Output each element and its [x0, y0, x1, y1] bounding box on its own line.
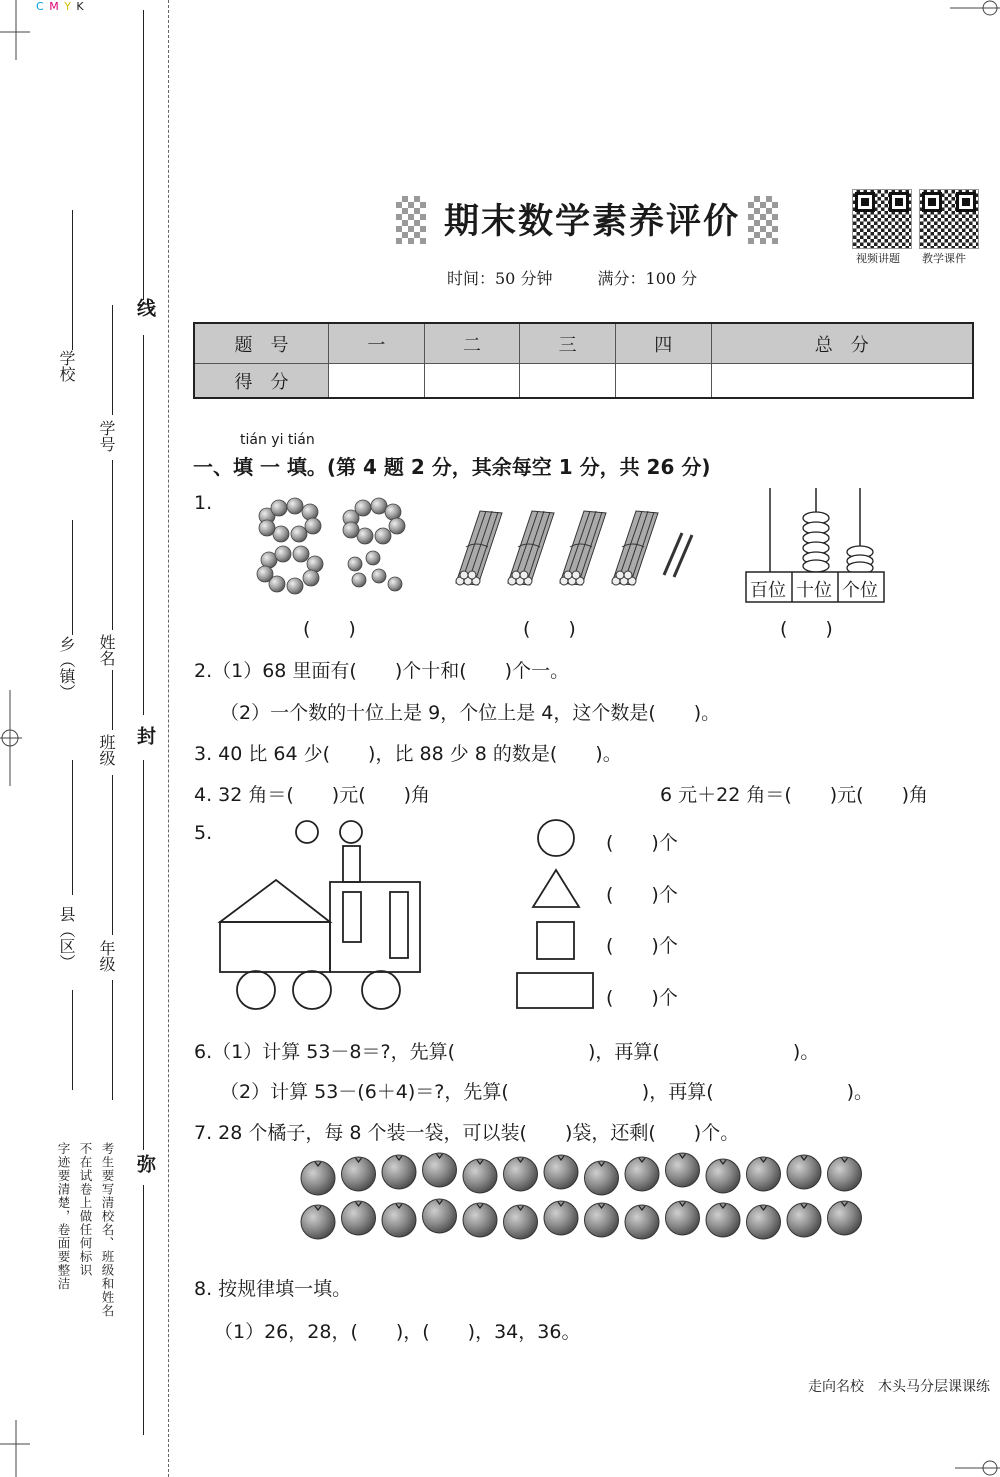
cmyk-m: M — [49, 0, 60, 13]
student-no-line — [112, 305, 113, 415]
orange-fruit — [382, 1155, 416, 1189]
grade-label: 年级 — [97, 940, 116, 972]
orange-fruit — [787, 1155, 821, 1189]
county-line — [72, 760, 73, 895]
q1-blank-abacus[interactable]: ( ) — [780, 618, 833, 640]
orange-fruit — [423, 1199, 457, 1233]
footer-brand: 走向名校 木头马分层课课练 — [808, 1379, 990, 1395]
township-label: 乡（镇） — [57, 636, 76, 700]
title-checker-right — [748, 196, 778, 244]
orange-fruit — [585, 1203, 619, 1237]
orange-fruit — [301, 1205, 335, 1239]
orange-fruit — [828, 1201, 862, 1235]
q5-blank-triangle[interactable]: ( )个 — [606, 884, 678, 906]
orange-fruit — [423, 1153, 457, 1187]
orange-fruit — [666, 1153, 700, 1187]
q1-number: 1. — [194, 492, 213, 514]
q8-part1: （1）26，28，( )，( )，34，36。 — [214, 1321, 581, 1343]
orange-fruit — [504, 1205, 538, 1239]
school-label: 学校 — [57, 350, 76, 382]
orange-fruit — [747, 1205, 781, 1239]
score-table — [193, 322, 974, 399]
q2-part1: 2.（1）68 里面有( )个十和( )个一。 — [194, 660, 570, 682]
exam-time: 时间：50 分钟 — [447, 269, 553, 288]
binding-line-2 — [143, 335, 144, 715]
q8-title: 8. 按规律填一填。 — [194, 1278, 352, 1300]
orange-fruit — [706, 1159, 740, 1193]
q5-blank-circle[interactable]: ( )个 — [606, 832, 678, 854]
title-checker-left — [396, 196, 426, 244]
orange-fruit — [747, 1157, 781, 1191]
q2-part2: （2）一个数的十位上是 9，个位上是 4，这个数是( )。 — [220, 702, 721, 724]
seal-char: 封 — [134, 726, 156, 745]
line-char: 线 — [134, 298, 156, 317]
student-no-label: 学号 — [97, 420, 116, 452]
grade-line-2 — [112, 980, 113, 1100]
score-table-header-row — [194, 323, 973, 364]
class-label: 班级 — [97, 734, 116, 766]
q7: 7. 28 个橘子，每 8 个装一袋，可以装( )袋，还剩( )个。 — [194, 1122, 740, 1144]
cmyk-c: C — [36, 0, 45, 13]
q1-blank-beads[interactable]: ( ) — [303, 618, 356, 640]
score-table-cell: 总 分 — [711, 323, 973, 364]
stick-bundles-illustration — [452, 505, 722, 595]
binding-line-4 — [143, 1185, 144, 1435]
qr-code-video-icon[interactable] — [852, 189, 912, 249]
score-table-cell: 三 — [520, 323, 616, 364]
orange-fruit — [463, 1203, 497, 1237]
q5-blank-rectangle[interactable]: ( )个 — [606, 987, 678, 1009]
township-line — [72, 520, 73, 635]
q1-blank-sticks[interactable]: ( ) — [523, 618, 576, 640]
orange-fruit — [544, 1201, 578, 1235]
orange-fruit — [666, 1201, 700, 1235]
orange-fruit — [504, 1157, 538, 1191]
orange-fruit — [301, 1161, 335, 1195]
score-input-cell[interactable] — [615, 364, 711, 399]
qr-label-video: 视频讲题 — [856, 252, 900, 265]
note-1: 考生要写清校名、班级和姓名 — [100, 1142, 115, 1318]
q5-blank-square[interactable]: ( )个 — [606, 935, 678, 957]
binding-line-1 — [143, 10, 144, 300]
abacus-label-tens: 十位 — [796, 580, 832, 601]
qr-label-courseware: 教学课件 — [922, 252, 966, 265]
score-table-cell: 二 — [424, 323, 520, 364]
name-line — [112, 460, 113, 630]
school-line — [72, 210, 73, 350]
score-table-cell: 四 — [615, 323, 711, 364]
orange-fruit — [787, 1203, 821, 1237]
shape-legend-illustration — [515, 818, 600, 1013]
score-input-cell[interactable] — [711, 364, 973, 399]
orange-fruit — [625, 1157, 659, 1191]
section-pinyin: tián yi tián — [240, 432, 315, 448]
exam-notes — [52, 1142, 118, 1318]
abacus-label-hundreds: 百位 — [750, 580, 786, 601]
score-input-cell[interactable] — [329, 364, 425, 399]
note-3: 字迹要清楚，卷面要整洁 — [56, 1142, 71, 1291]
bead-groups-illustration — [255, 498, 415, 598]
class-line — [112, 670, 113, 730]
score-table-score-row — [194, 364, 973, 399]
page-title: 期末数学素养评价 — [444, 202, 741, 242]
q6-part1: 6.（1）计算 53－8＝?，先算( )，再算( )。 — [194, 1041, 820, 1063]
orange-fruit — [342, 1201, 376, 1235]
note-2: 不在试卷上做任何标识 — [78, 1142, 93, 1277]
score-table-cell: 题 号 — [194, 323, 329, 364]
abacus-label-ones: 个位 — [842, 580, 878, 601]
binding-dashed-line — [168, 0, 169, 1477]
exam-meta — [447, 266, 697, 289]
county-line-2 — [72, 990, 73, 1090]
exam-full-marks: 满分：100 分 — [597, 269, 698, 288]
cmyk-k: K — [76, 0, 85, 13]
county-label: 县（区） — [57, 906, 76, 970]
orange-fruit — [382, 1203, 416, 1237]
orange-fruit — [706, 1203, 740, 1237]
q5-number: 5. — [194, 822, 213, 844]
seal-char-2: 弥 — [134, 1154, 156, 1173]
name-label: 姓名 — [97, 634, 116, 666]
orange-fruit — [585, 1161, 619, 1195]
oranges-illustration — [298, 1158, 878, 1253]
orange-fruit — [342, 1157, 376, 1191]
orange-fruit — [625, 1205, 659, 1239]
score-input-cell[interactable] — [424, 364, 520, 399]
orange-fruit — [463, 1159, 497, 1193]
orange-fruit — [544, 1155, 578, 1189]
score-table-cell: 一 — [329, 323, 425, 364]
qr-code-courseware-icon[interactable] — [919, 189, 979, 249]
train-shapes-illustration — [218, 818, 428, 1013]
orange-fruit — [828, 1157, 862, 1191]
q4-right: 6 元＋22 角＝( )元( )角 — [660, 784, 928, 806]
cmyk-y: Y — [64, 0, 72, 13]
section-title: 一、填 一 填。(第 4 题 2 分，其余每空 1 分，共 26 分) — [193, 455, 711, 479]
binding-line-3 — [143, 760, 144, 1150]
score-input-cell[interactable] — [520, 364, 616, 399]
q6-part2: （2）计算 53－(6＋4)＝?，先算( )，再算( )。 — [220, 1081, 874, 1103]
score-row-label: 得 分 — [194, 364, 329, 399]
grade-line — [112, 775, 113, 935]
q3: 3. 40 比 64 少( )，比 88 少 8 的数是( )。 — [194, 743, 622, 765]
q4-left: 4. 32 角＝( )元( )角 — [194, 784, 431, 806]
